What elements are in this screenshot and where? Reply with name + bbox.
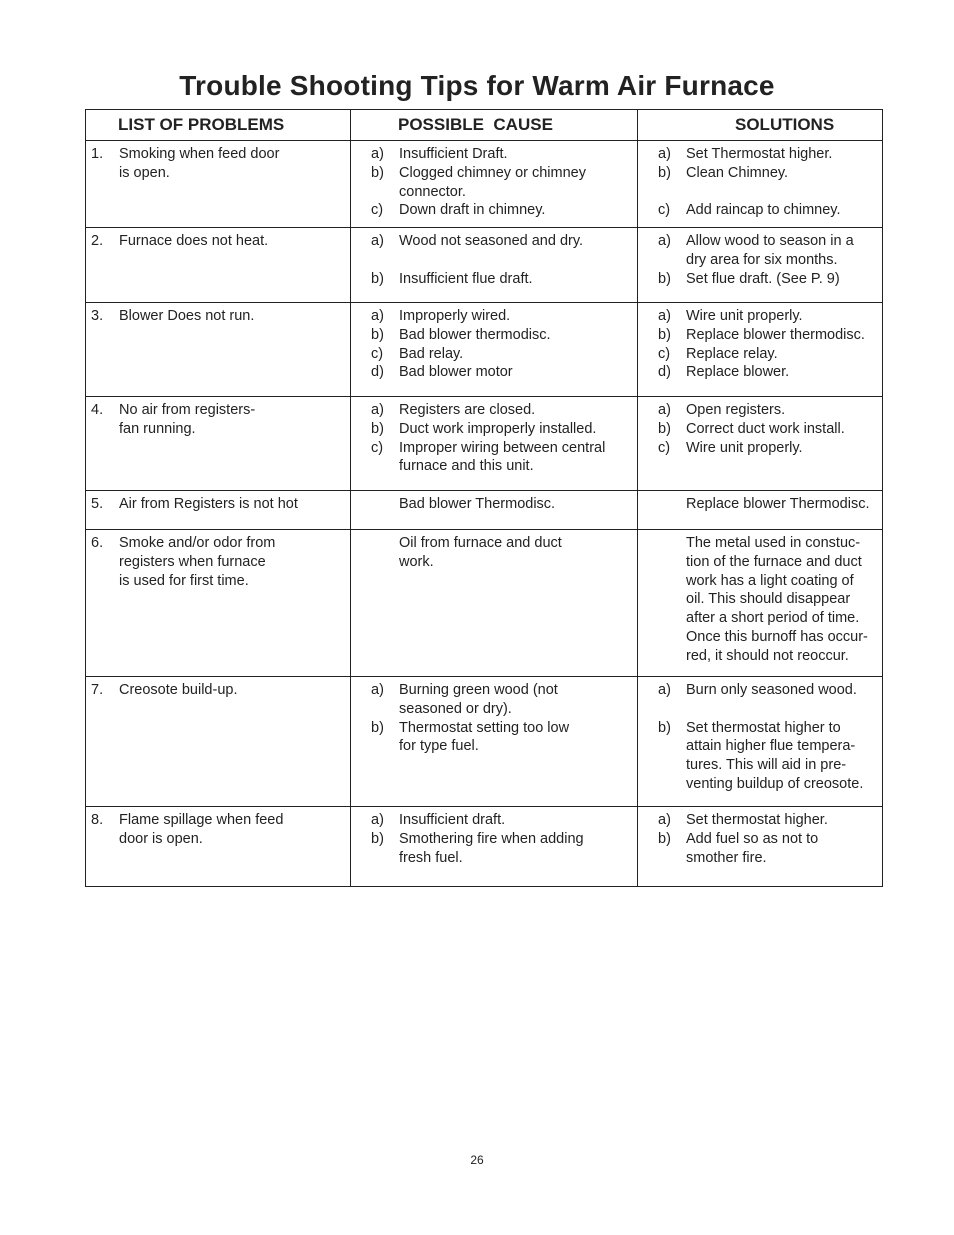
solution-line — [638, 756, 882, 775]
problem-number — [86, 553, 119, 572]
problem-line — [86, 307, 350, 326]
cause-letter: a) — [371, 146, 384, 162]
solution-text: Clean Chimney. — [686, 164, 789, 181]
cause-text: Smothering fire when adding — [399, 830, 584, 847]
solution-text: Add raincap to chimney. — [686, 202, 841, 219]
cause-line — [351, 700, 637, 719]
problem-cell — [86, 397, 351, 490]
cause-line — [351, 201, 637, 220]
cause-cell — [351, 491, 638, 529]
solution-letter: a) — [658, 146, 671, 162]
problem-number: 5. — [91, 496, 104, 512]
solution-letter: d) — [658, 364, 671, 381]
solution-letter — [638, 756, 686, 775]
table-row — [86, 490, 882, 529]
solution-text: Replace blower. — [686, 364, 790, 381]
problem-text: Blower Does not run. — [119, 308, 255, 324]
solution-line — [638, 534, 882, 553]
cause-letter: c) — [371, 345, 384, 362]
cause-text: Burning green wood (not — [399, 682, 558, 698]
cause-text: seasoned or dry). — [399, 700, 512, 717]
table-row — [86, 529, 882, 676]
cause-line — [351, 326, 637, 345]
cause-text: Insufficient Draft. — [399, 146, 508, 162]
solution-letter — [638, 737, 686, 756]
table-row — [86, 676, 882, 806]
problem-line — [86, 145, 350, 164]
solution-line — [638, 145, 882, 164]
troubleshooting-table — [85, 109, 883, 887]
solution-letter: b) — [658, 326, 671, 343]
solution-letter: b) — [658, 164, 671, 181]
cause-letter — [351, 534, 399, 553]
cause-letter: a) — [371, 812, 384, 828]
solution-line — [638, 345, 882, 364]
cause-cell — [351, 303, 638, 396]
solution-line — [638, 700, 882, 719]
problem-text: Furnace does not heat. — [119, 233, 269, 249]
cause-letter: b) — [371, 326, 384, 343]
solution-line — [638, 849, 882, 868]
solution-text: Replace relay. — [686, 345, 778, 362]
solution-line — [638, 201, 882, 220]
problem-line — [86, 401, 350, 420]
problem-text: Smoking when feed door — [119, 146, 280, 162]
cause-letter — [351, 183, 399, 202]
cause-letter: b) — [371, 830, 384, 847]
solution-line — [638, 681, 882, 700]
solution-text: red, it should not reoccur. — [686, 647, 849, 664]
solution-letter — [638, 183, 686, 202]
cause-line — [351, 495, 637, 514]
problem-line — [86, 681, 350, 700]
table-row — [86, 227, 882, 302]
solution-text: Wire unit properly. — [686, 439, 803, 456]
problem-number: 2. — [91, 233, 104, 249]
solution-text: Burn only seasoned wood. — [686, 682, 857, 698]
solution-line — [638, 401, 882, 420]
solution-text: oil. This should disappear — [686, 591, 851, 608]
cause-letter — [351, 457, 399, 476]
cause-text: Bad blower Thermodisc. — [399, 496, 556, 512]
solution-letter — [638, 849, 686, 868]
cause-letter: c) — [371, 202, 384, 219]
solution-line — [638, 495, 882, 514]
solution-line — [638, 775, 882, 794]
solution-text: Allow wood to season in a — [686, 233, 854, 249]
cause-letter: b) — [371, 164, 384, 181]
table-row — [86, 302, 882, 396]
solution-letter: a) — [658, 402, 671, 418]
solution-cell — [638, 303, 882, 396]
solution-text: Correct duct work install. — [686, 420, 845, 437]
solution-cell — [638, 807, 882, 886]
cause-text: work. — [399, 553, 434, 570]
solution-cell — [638, 141, 882, 227]
cause-line — [351, 145, 637, 164]
solution-line — [638, 830, 882, 849]
cause-cell — [351, 141, 638, 227]
solution-text: Wire unit properly. — [686, 308, 803, 324]
solution-text: Open registers. — [686, 402, 786, 418]
solution-text: The metal used in constuc- — [686, 535, 861, 551]
solution-line — [638, 439, 882, 458]
solution-letter: c) — [658, 345, 671, 362]
cause-cell — [351, 530, 638, 676]
solution-line — [638, 628, 882, 647]
solution-letter: a) — [658, 812, 671, 828]
problem-line — [86, 534, 350, 553]
problem-cell — [86, 491, 351, 529]
cause-text: Duct work improperly installed. — [399, 420, 597, 437]
solution-line — [638, 553, 882, 572]
solution-text: Set thermostat higher to — [686, 719, 841, 736]
solution-text: Replace blower thermodisc. — [686, 326, 865, 343]
cause-letter: a) — [371, 682, 384, 698]
solution-cell — [638, 491, 882, 529]
cause-line — [351, 307, 637, 326]
problem-cell — [86, 677, 351, 806]
problem-line — [86, 164, 350, 183]
cause-text: furnace and this unit. — [399, 458, 534, 475]
cause-letter — [351, 737, 399, 756]
problem-number: 1. — [91, 146, 104, 162]
cause-text: Insufficient flue draft. — [399, 270, 533, 287]
solution-letter — [638, 700, 686, 719]
solution-text: Add fuel so as not to — [686, 830, 819, 847]
solution-cell — [638, 530, 882, 676]
problem-number — [86, 572, 119, 591]
solution-text: Once this burnoff has occur- — [686, 628, 868, 645]
solution-letter — [638, 775, 686, 794]
solution-line — [638, 326, 882, 345]
header-cause-label: POSSIBLE CAUSE — [398, 115, 553, 134]
solution-line — [638, 590, 882, 609]
solution-text: venting buildup of creosote. — [686, 775, 864, 792]
cause-letter: a) — [371, 402, 384, 418]
problem-line — [86, 572, 350, 591]
solution-text: Set flue draft. (See P. 9) — [686, 270, 840, 287]
solution-line — [638, 609, 882, 628]
problem-number — [86, 830, 119, 849]
page-number: 26 — [470, 1153, 484, 1167]
cause-text: Registers are closed. — [399, 402, 536, 418]
problem-line — [86, 553, 350, 572]
solution-text: dry area for six months. — [686, 251, 838, 268]
solution-cell — [638, 228, 882, 302]
header-problems-label: LIST OF PROBLEMS — [118, 115, 285, 134]
cause-line — [351, 401, 637, 420]
solution-letter — [638, 609, 686, 628]
problem-line — [86, 420, 350, 439]
cause-line — [351, 737, 637, 756]
cause-letter: a) — [371, 233, 384, 249]
cause-line — [351, 363, 637, 382]
cause-text: for type fuel. — [399, 738, 479, 755]
table-row — [86, 806, 882, 886]
problem-text: is open. — [119, 164, 170, 181]
problem-text: registers when furnace — [119, 553, 266, 570]
problem-number: 8. — [91, 812, 104, 828]
cause-text: Improper wiring between central — [399, 439, 606, 456]
solution-letter — [638, 628, 686, 647]
problem-text: Smoke and/or odor from — [119, 535, 276, 551]
cause-letter: d) — [371, 364, 384, 381]
cause-text: Bad blower motor — [399, 364, 513, 381]
solution-text: Set Thermostat higher. — [686, 146, 833, 162]
solution-text: smother fire. — [686, 849, 767, 866]
problem-number — [86, 164, 119, 183]
problem-number: 7. — [91, 682, 104, 698]
solution-letter: a) — [658, 308, 671, 324]
problem-text: Creosote build-up. — [119, 682, 238, 698]
cause-text: Clogged chimney or chimney — [399, 164, 586, 181]
solution-text: Replace blower Thermodisc. — [686, 496, 870, 512]
cause-line — [351, 164, 637, 183]
cause-letter — [351, 251, 399, 270]
cause-line — [351, 681, 637, 700]
problem-text: No air from registers- — [119, 402, 256, 418]
cause-text: fresh fuel. — [399, 849, 463, 866]
solution-letter — [638, 572, 686, 591]
problem-text: Flame spillage when feed — [119, 812, 284, 828]
solution-line — [638, 164, 882, 183]
table-row — [86, 140, 882, 227]
problem-cell — [86, 141, 351, 227]
solution-letter — [638, 553, 686, 572]
cause-text: Improperly wired. — [399, 308, 511, 324]
cause-line — [351, 830, 637, 849]
cause-letter: b) — [371, 719, 384, 736]
cause-letter: a) — [371, 308, 384, 324]
cause-letter — [351, 849, 399, 868]
cause-text: Bad blower thermodisc. — [399, 326, 551, 343]
cause-line — [351, 420, 637, 439]
solution-line — [638, 811, 882, 830]
cause-line — [351, 183, 637, 202]
solution-text: Set thermostat higher. — [686, 812, 828, 828]
cause-line — [351, 553, 637, 572]
solution-letter: a) — [658, 682, 671, 698]
cause-letter: c) — [371, 439, 384, 456]
solution-letter — [638, 495, 686, 514]
cause-line — [351, 457, 637, 476]
problem-number: 4. — [91, 402, 104, 418]
solution-line — [638, 270, 882, 289]
problem-number: 3. — [91, 308, 104, 324]
solution-text: after a short period of time. — [686, 610, 860, 627]
cause-line — [351, 345, 637, 364]
solution-letter — [638, 534, 686, 553]
page-title: Trouble Shooting Tips for Warm Air Furnace — [179, 70, 775, 101]
problem-text: fan running. — [119, 420, 196, 437]
cause-line — [351, 251, 637, 270]
problem-text: Air from Registers is not hot — [119, 496, 298, 512]
cause-letter — [351, 495, 399, 514]
solution-line — [638, 647, 882, 666]
solution-line — [638, 719, 882, 738]
header-cause — [351, 110, 638, 140]
cause-line — [351, 811, 637, 830]
solution-text: work has a light coating of — [686, 572, 854, 589]
cause-letter — [351, 553, 399, 572]
solution-letter: b) — [658, 270, 671, 287]
solution-letter: c) — [658, 439, 671, 456]
header-problems — [86, 110, 351, 140]
cause-letter: b) — [371, 270, 384, 287]
cause-letter — [351, 700, 399, 719]
cause-text: Oil from furnace and duct — [399, 535, 562, 551]
solution-cell — [638, 677, 882, 806]
problem-number — [86, 420, 119, 439]
solution-line — [638, 183, 882, 202]
solution-letter: b) — [658, 420, 671, 437]
problem-number: 6. — [91, 535, 104, 551]
cause-line — [351, 232, 637, 251]
cause-text: Down draft in chimney. — [399, 202, 546, 219]
solution-letter: b) — [658, 719, 671, 736]
solution-letter: b) — [658, 830, 671, 847]
cause-line — [351, 849, 637, 868]
table-header-row — [86, 110, 882, 140]
cause-text: connector. — [399, 183, 466, 200]
solution-line — [638, 251, 882, 270]
solution-letter: a) — [658, 233, 671, 249]
problem-cell — [86, 807, 351, 886]
solution-letter — [638, 251, 686, 270]
problem-line — [86, 830, 350, 849]
problem-cell — [86, 228, 351, 302]
cause-line — [351, 270, 637, 289]
cause-letter: b) — [371, 420, 384, 437]
header-solutions-label: SOLUTIONS — [735, 115, 835, 134]
cause-text: Bad relay. — [399, 345, 464, 362]
header-solutions — [638, 110, 882, 140]
problem-line — [86, 495, 350, 514]
cause-cell — [351, 677, 638, 806]
problem-cell — [86, 530, 351, 676]
table-row — [86, 396, 882, 490]
cause-text: Insufficient draft. — [399, 812, 506, 828]
problem-line — [86, 232, 350, 251]
solution-letter — [638, 590, 686, 609]
cause-cell — [351, 228, 638, 302]
solution-letter — [638, 647, 686, 666]
solution-line — [638, 307, 882, 326]
cause-cell — [351, 397, 638, 490]
solution-cell — [638, 397, 882, 490]
solution-line — [638, 420, 882, 439]
cause-cell — [351, 807, 638, 886]
solution-line — [638, 737, 882, 756]
solution-line — [638, 232, 882, 251]
solution-letter: c) — [658, 202, 671, 219]
cause-text: Wood not seasoned and dry. — [399, 233, 584, 249]
solution-text: tion of the furnace and duct — [686, 553, 862, 570]
solution-line — [638, 572, 882, 591]
cause-line — [351, 439, 637, 458]
problem-text: is used for first time. — [119, 572, 249, 589]
cause-text: Thermostat setting too low — [399, 719, 570, 736]
problem-cell — [86, 303, 351, 396]
cause-line — [351, 534, 637, 553]
solution-text: tures. This will aid in pre- — [686, 757, 847, 774]
solution-line — [638, 363, 882, 382]
problem-line — [86, 811, 350, 830]
solution-text: attain higher flue tempera- — [686, 738, 856, 755]
cause-line — [351, 719, 637, 738]
problem-text: door is open. — [119, 830, 203, 847]
